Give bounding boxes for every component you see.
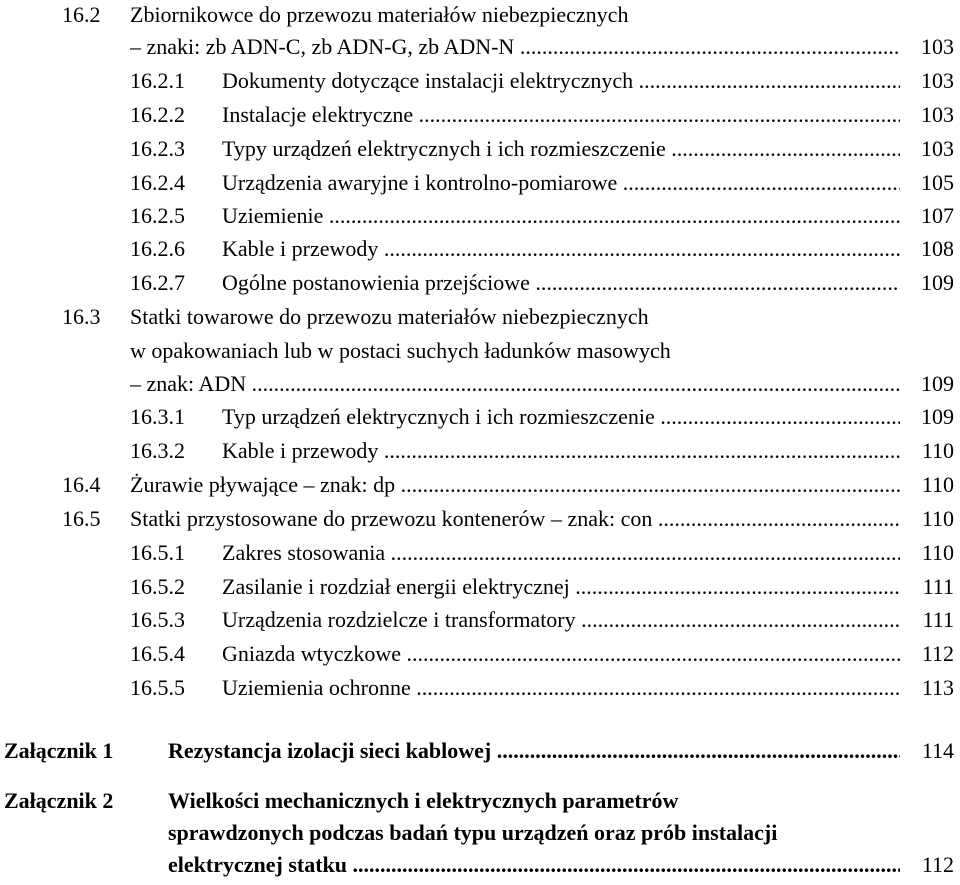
toc-entry-number: 16.2 bbox=[62, 2, 101, 27]
toc-entry bbox=[0, 32, 960, 62]
toc-entry-number: 16.2.3 bbox=[130, 136, 185, 161]
toc-entry-title: Zakres stosowania ..... bbox=[222, 538, 900, 568]
toc-entry-title: Zbiornikowce do przewozu materiałów niebezpiecznych bbox=[130, 2, 629, 27]
toc-entry-page: 113 bbox=[921, 675, 954, 700]
toc-entry-number: 16.2.6 bbox=[130, 236, 185, 261]
appendix-entry bbox=[0, 818, 960, 848]
toc-entry-page: 103 bbox=[921, 102, 954, 127]
toc-entry bbox=[0, 639, 960, 669]
toc-entry-page: 109 bbox=[921, 371, 954, 396]
toc-entry bbox=[0, 572, 960, 602]
toc-entry-page: 110 bbox=[921, 438, 954, 463]
toc-entry bbox=[0, 168, 960, 198]
toc-entry-title: Uziemienie ..... bbox=[222, 201, 900, 231]
toc-entry-number: 16.2.1 bbox=[130, 68, 185, 93]
toc-entry-title: – znaki: zb ADN-C, zb ADN-G, zb ADN-N ..... bbox=[130, 32, 900, 62]
toc-entry-title: Uziemienia ochronne ..... bbox=[222, 673, 900, 703]
toc-entry-number: 16.4 bbox=[62, 472, 101, 497]
appendix-page: 114 bbox=[921, 738, 954, 763]
toc-entry-page: 111 bbox=[922, 607, 954, 632]
toc-entry-page: 111 bbox=[922, 574, 954, 599]
toc-entry-title: Gniazda wtyczkowe ..... bbox=[222, 639, 900, 669]
appendix-number: Załącznik 2 bbox=[4, 788, 114, 813]
toc-entry bbox=[0, 302, 960, 332]
toc-entry-number: 16.5.5 bbox=[130, 675, 185, 700]
toc-entry-page: 103 bbox=[921, 136, 954, 161]
toc-entry-title: Kable i przewody ..... bbox=[222, 436, 900, 466]
toc-entry-number: 16.5 bbox=[62, 506, 101, 531]
toc-entry-title: Statki przystosowane do przewozu kontenerów – znak: con ..... bbox=[130, 504, 900, 534]
toc-entry-page: 109 bbox=[921, 270, 954, 295]
appendix-entry bbox=[0, 786, 960, 816]
toc-entry bbox=[0, 100, 960, 130]
toc-entry-title: Instalacje elektryczne ..... bbox=[222, 100, 900, 130]
toc-entry-page: 107 bbox=[921, 203, 954, 228]
toc-entry bbox=[0, 336, 960, 366]
appendix-entry bbox=[0, 850, 960, 880]
toc-entry bbox=[0, 268, 960, 298]
toc-entry-page: 112 bbox=[921, 641, 954, 666]
toc-entry-title: Kable i przewody ..... bbox=[222, 234, 900, 264]
toc-entry bbox=[0, 66, 960, 96]
toc-entry-title: Urządzenia awaryjne i kontrolno-pomiarowe ..... bbox=[222, 168, 900, 198]
toc-entry-title: Typy urządzeń elektrycznych i ich rozmieszczenie ..... bbox=[222, 134, 900, 164]
toc-entry bbox=[0, 234, 960, 264]
toc-entry-title: Zasilanie i rozdział energii elektrycznej ..... bbox=[222, 572, 900, 602]
toc-entry-title: Urządzenia rozdzielcze i transformatory ..... bbox=[222, 605, 900, 635]
toc-entry bbox=[0, 134, 960, 164]
toc-entry-number: 16.2.4 bbox=[130, 170, 185, 195]
toc-entry bbox=[0, 436, 960, 466]
toc-entry bbox=[0, 504, 960, 534]
appendix-number: Załącznik 1 bbox=[4, 738, 114, 763]
toc-entry-number: 16.3.2 bbox=[130, 438, 185, 463]
toc-entry-number: 16.2.5 bbox=[130, 203, 185, 228]
toc-entry-page: 103 bbox=[921, 34, 954, 59]
toc-entry-title: w opakowaniach lub w postaci suchych ładunków masowych bbox=[130, 338, 671, 363]
toc-entry bbox=[0, 201, 960, 231]
toc-entry-title: Ogólne postanowienia przejściowe ..... bbox=[222, 268, 900, 298]
toc-entry-number: 16.2.2 bbox=[130, 102, 185, 127]
toc-entry-page: 110 bbox=[921, 472, 954, 497]
toc-entry-number: 16.5.1 bbox=[130, 540, 185, 565]
toc-entry bbox=[0, 0, 960, 30]
toc-entry bbox=[0, 538, 960, 568]
toc-entry-page: 110 bbox=[921, 506, 954, 531]
toc-entry-number: 16.5.3 bbox=[130, 607, 185, 632]
toc-entry bbox=[0, 369, 960, 399]
appendix-title: Rezystancja izolacji sieci kablowej ..... bbox=[168, 736, 900, 766]
appendix-title: sprawdzonych podczas badań typu urządzeń oraz prób instalacji bbox=[168, 820, 778, 845]
toc-entry-number: 16.3.1 bbox=[130, 404, 185, 429]
appendix-page: 112 bbox=[921, 852, 954, 877]
toc-entry-page: 103 bbox=[921, 68, 954, 93]
toc-entry-title: – znak: ADN ..... bbox=[130, 369, 900, 399]
toc-entry-number: 16.3 bbox=[62, 304, 101, 329]
toc-entry-title: Dokumenty dotyczące instalacji elektrycznych ..... bbox=[222, 66, 900, 96]
toc-entry bbox=[0, 402, 960, 432]
appendix-title: Wielkości mechanicznych i elektrycznych parametrów bbox=[168, 788, 679, 813]
toc-entry bbox=[0, 673, 960, 703]
toc-entry-title: Żurawie pływające – znak: dp ..... bbox=[130, 470, 900, 500]
toc-entry bbox=[0, 605, 960, 635]
appendix-entry bbox=[0, 736, 960, 766]
toc-entry-page: 108 bbox=[921, 236, 954, 261]
toc-entry-page: 110 bbox=[921, 540, 954, 565]
toc-entry-number: 16.2.7 bbox=[130, 270, 185, 295]
toc-entry-title: Statki towarowe do przewozu materiałów niebezpiecznych bbox=[130, 304, 649, 329]
toc-entry bbox=[0, 470, 960, 500]
toc-entry-page: 109 bbox=[921, 404, 954, 429]
toc-entry-number: 16.5.4 bbox=[130, 641, 185, 666]
appendix-title: elektrycznej statku ..... bbox=[168, 850, 900, 880]
toc-entry-page: 105 bbox=[921, 170, 954, 195]
toc-entry-number: 16.5.2 bbox=[130, 574, 185, 599]
toc-entry-title: Typ urządzeń elektrycznych i ich rozmieszczenie ..... bbox=[222, 402, 900, 432]
